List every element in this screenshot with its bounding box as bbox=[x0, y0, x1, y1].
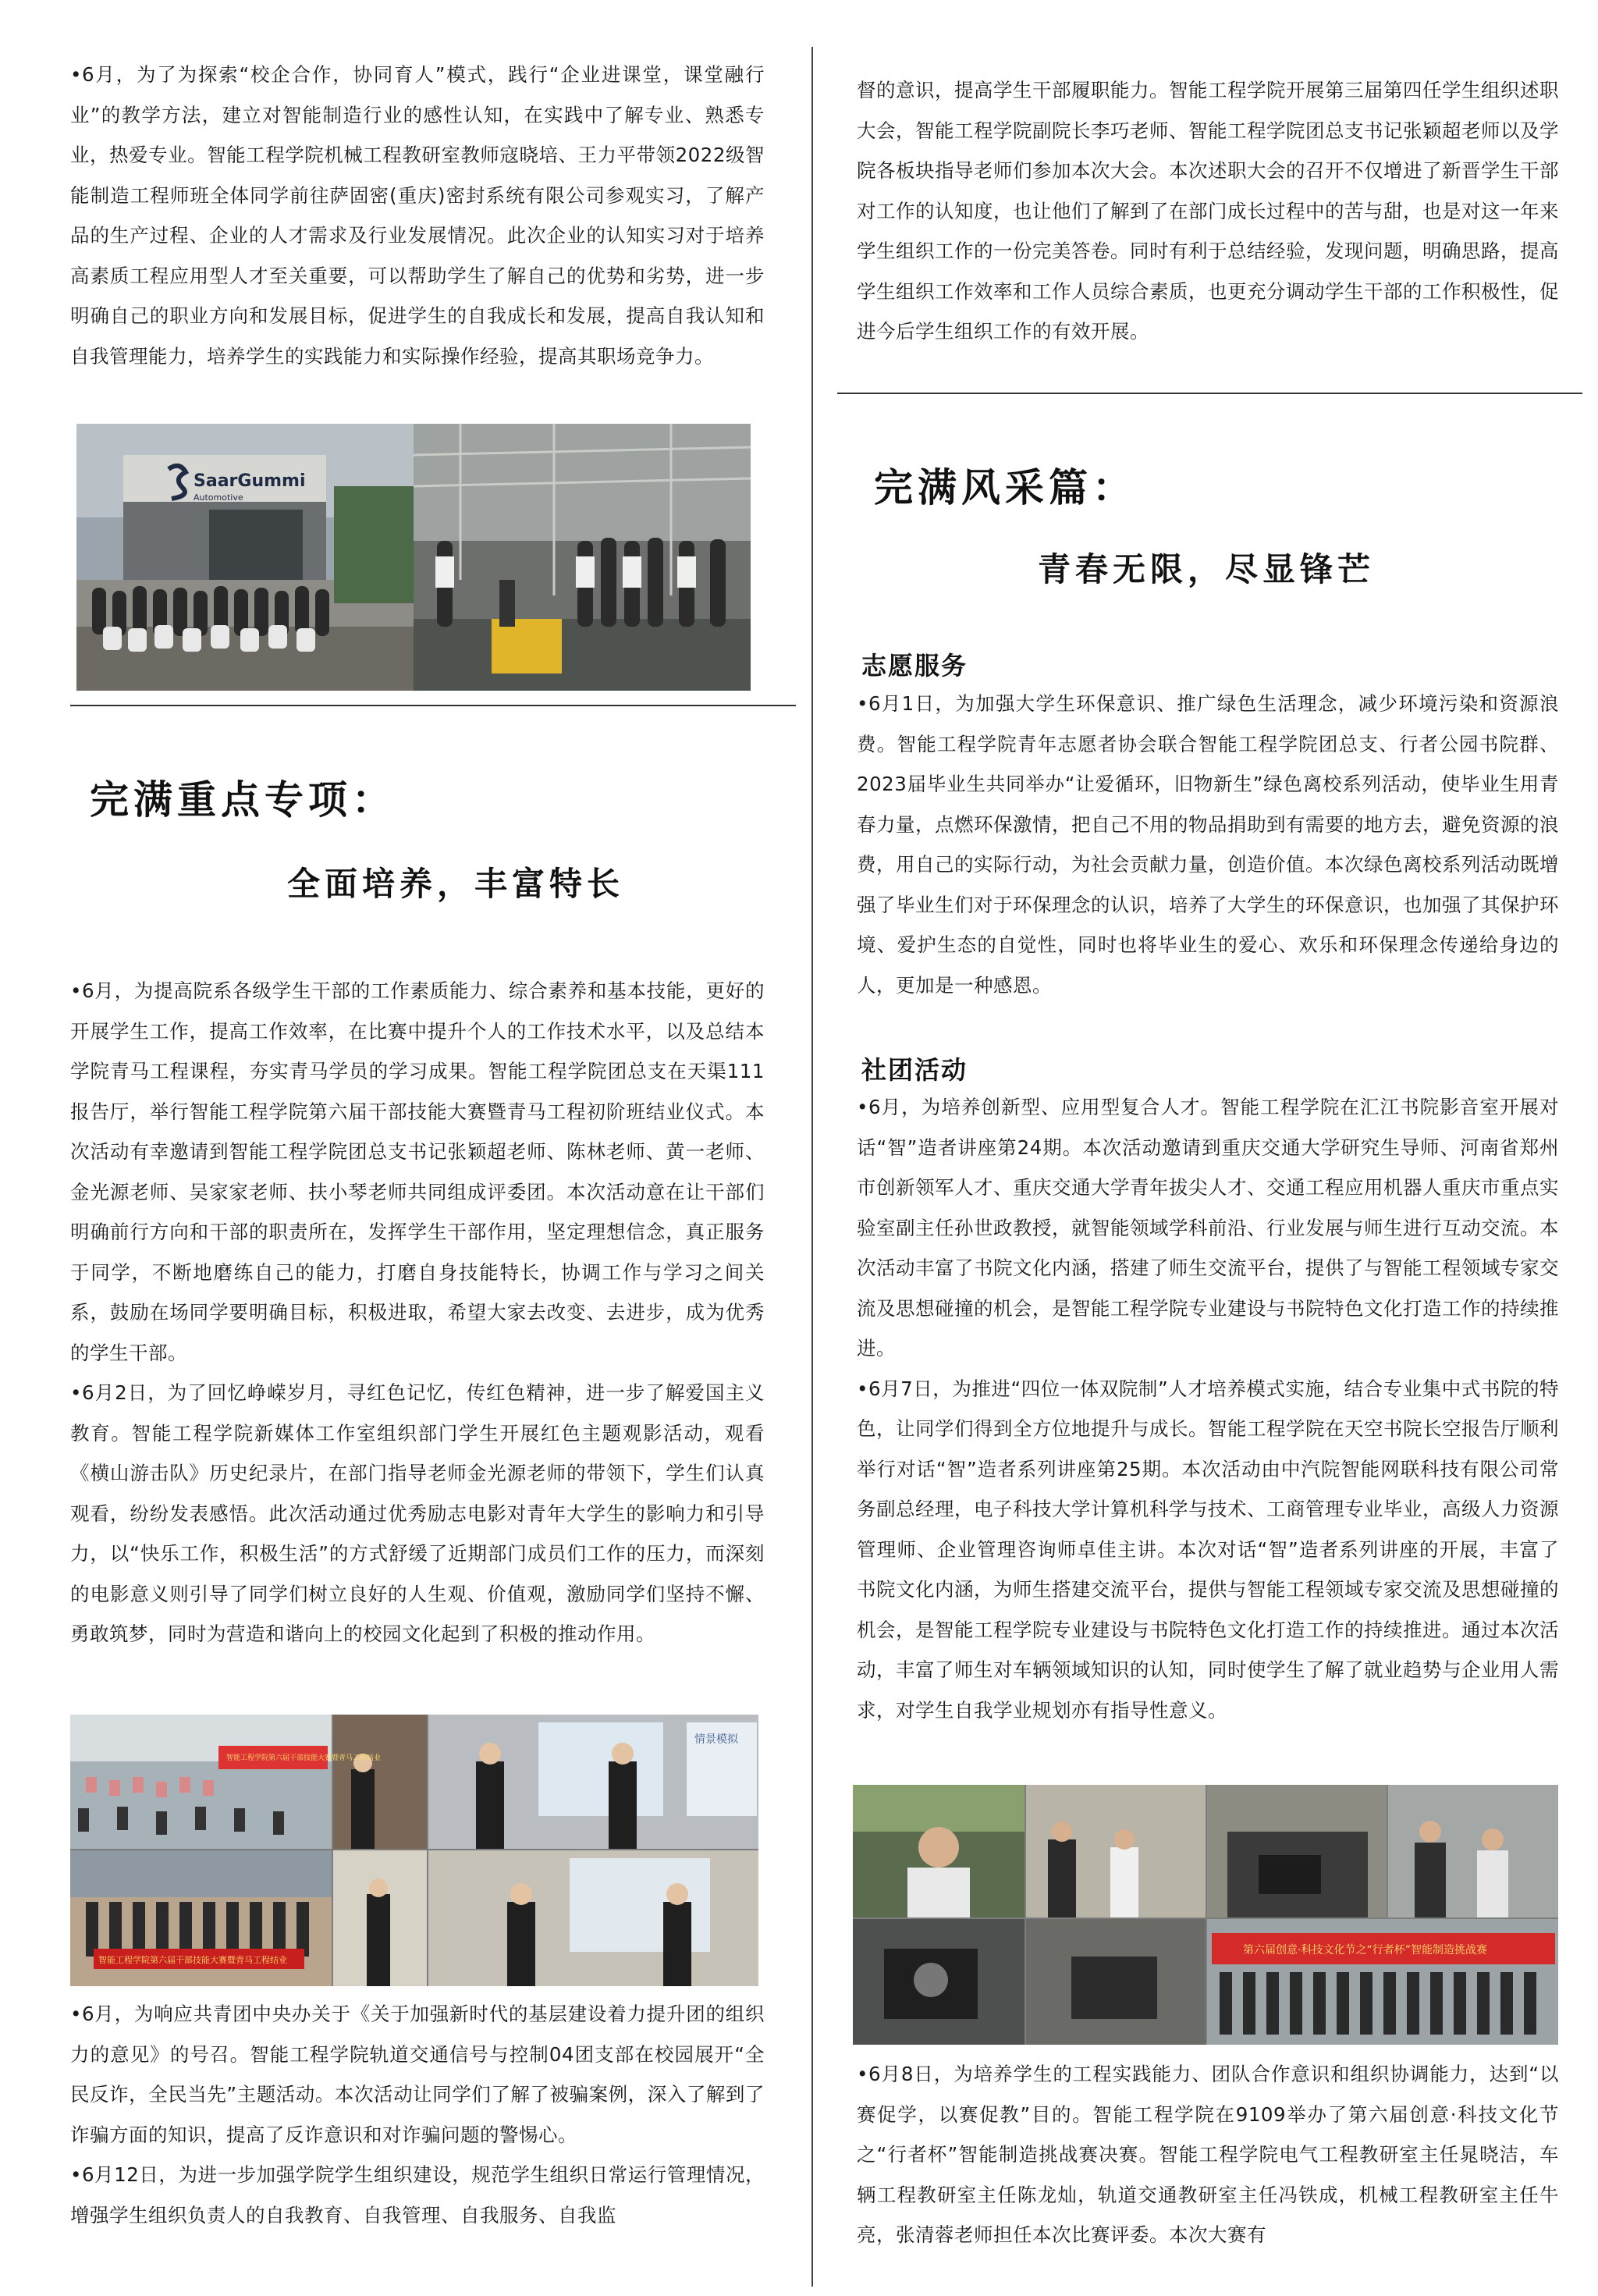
right-club-block bbox=[857, 1087, 1559, 1730]
right-volunteer-block bbox=[857, 684, 1559, 1005]
left-intro-block bbox=[70, 55, 765, 376]
right-bottom-block bbox=[857, 2054, 1559, 2255]
photo-collage-smart-manufacturing bbox=[853, 1785, 1558, 2045]
right-paragraph-lecture-25: •6月7日，为推进“四位一体双院制”人才培养模式实施，结合专业集中式书院的特色，让同学们得到全方位地提升与成长。智能工程学院在天空书院长空报告厅顺利举行对话“智”造者系列讲座第25期。本次活动由中汽院智能网联科技有限公司常务副总经理，电子科技大学计算机科学与技术、工商管理专业毕业，高级人力资源管理师、企业管理咨询师卓佳主讲。本次对话“智”造者系列讲座的开展，丰富了书院文化内涵，为师生搭建交流平台，提供与智能工程领域专家交流及思想碰撞的机会，是智能工程学院专业建设与书院特色文化打造工作的持续推进。通过本次活动，丰富了师生对车辆领域知识的认知，同时使学生了解了就业趋势与企业用人需求，对学生自我学业规划亦有指导性意义。 bbox=[857, 1377, 1559, 1722]
right-section-divider bbox=[837, 393, 1582, 394]
left-paragraph-red-film: •6月2日，为了回忆峥嵘岁月，寻红色记忆，传红色精神，进一步了解爱国主义教育。智能工程学院新媒体工作室组织部门学生开展红色主题观影活动，观看《横山游击队》历史纪录片，在部门指导老师金光源老师的带领下，学生们认真观看，纷纷发表感悟。此次活动通过优秀励志电影对青年大学生的影响力和引导力，以“快乐工作，积极生活”的方式舒缓了近期部门成员们工作的压力，而深刻的电影意义则引导了同学们树立良好的人生观、价值观，激励同学们坚持不懈、勇敢筑梦，同时为营造和谐向上的校园文化起到了积极的推动作用。 bbox=[70, 1381, 765, 1645]
left-section-divider bbox=[70, 705, 796, 706]
collage-banner-bottom: 智能工程学院第六届干部技能大赛暨青马工程结业 bbox=[98, 1955, 287, 1965]
left-section-title: 完满重点专项： bbox=[90, 777, 396, 823]
right-paragraph-org-report-cont: 督的意识，提高学生干部履职能力。智能工程学院开展第三届第四任学生组织述职大会，智能工程学院副院长李巧老师、智能工程学院团总支书记张颖超老师以及学院各板块指导老师们参加本次大会。本次述职大会的召开不仅增进了新晋学生干部对工作的认知度，也让他们了解到了在部门成长过程中的苦与甜，也是对这一年来学生组织工作的一份完美答卷。同时有利于总结经验，发现问题，明确思路，提高学生组织工作效率和工作人员综合素质，也更充分调动学生干部的工作积极性，促进今后学生组织工作的有效开展。 bbox=[857, 79, 1559, 343]
collage-banner-top: 智能工程学院第六届干部技能大赛暨青马工程结业 bbox=[226, 1754, 382, 1762]
right-section-subtitle: 青春无限，尽显锋芒 bbox=[1038, 550, 1376, 588]
left-bottom-block bbox=[70, 1994, 765, 2235]
right-section-title: 完满风采篇： bbox=[874, 465, 1136, 510]
left-paragraph-org-report: •6月12日，为进一步加强学院学生组织建设，规范学生组织日常运行管理情况，增强学生组织负责人的自我教育、自我管理、自我服务、自我监 bbox=[70, 2163, 765, 2227]
left-middle-block bbox=[70, 971, 765, 1654]
left-section-subtitle: 全面培养，丰富特长 bbox=[287, 865, 625, 903]
left-paragraph-cadre-contest: •6月，为提高院系各级学生干部的工作素质能力、综合素养和基本技能，更好的开展学生工作，提高工作效率，在比赛中提升个人的工作技术水平，以及总结本学院青马工程课程，夯实青马学员的学习成果。智能工程学院团总支在天渠111报告厅，举行智能工程学院第六届干部技能大赛暨青马工程初阶班结业仪式。本次活动有幸邀请到智能工程学院团总支书记张颖超老师、陈林老师、黄一老师、金光源老师、吴家家老师、扶小琴老师共同组成评委团。本次活动意在让干部们明确前行方向和干部的职责所在，发挥学生干部作用，坚定理想信念，真正服务于同学，不断地磨练自己的能力，打磨自身技能特长，协调工作与学习之间关系，鼓励在场同学要明确目标，积极进取，希望大家去改变、去进步，成为优秀的学生干部。 bbox=[70, 979, 765, 1364]
subhead-club: 社团活动 bbox=[861, 1055, 968, 1085]
photo1-sign-text: SaarGummi bbox=[194, 471, 306, 491]
photo-factory-group bbox=[76, 424, 414, 691]
left-paragraph-factory-visit: •6月，为了为探索“校企合作，协同育人”模式，践行“企业进课堂，课堂融行业”的教学方法，建立对智能制造行业的感性认知，在实践中了解专业、熟悉专业，热爱专业。智能工程学院机械工程教研室教师寇晓培、王力平带领2022级智能制造工程师班全体同学前往萨固密(重庆)密封系统有限公司参观实习，了解产品的生产过程、企业的人才需求及行业发展情况。此次企业的认知实习对于培养高素质工程应用型人才至关重要，可以帮助学生了解自己的优势和劣势，进一步明确自己的职业方向和发展目标，促进学生的自我成长和发展，提高自我认知和自我管理能力，培养学生的实践能力和实际操作经验，提高其职场竞争力。 bbox=[70, 63, 765, 368]
photo-workshop bbox=[414, 424, 751, 691]
column-divider bbox=[811, 47, 813, 2287]
photo-collage-cadre-contest bbox=[70, 1715, 758, 1986]
right-intro-block bbox=[857, 70, 1559, 352]
subhead-volunteer: 志愿服务 bbox=[861, 651, 968, 681]
collage-right-banner: 第六届创意·科技文化节之“行者杯”智能制造挑战赛 bbox=[1243, 1944, 1487, 1957]
left-paragraph-anti-fraud: •6月，为响应共青团中央办关于《关于加强新时代的基层建设着力提升团的组织力的意见》的号召。智能工程学院轨道交通信号与控制04团支部在校园展开“全民反诈，全民当先”主题活动。本次活动让同学们了解了被骗案例，深入了解到了诈骗方面的知识，提高了反诈意识和对诈骗问题的警惕心。 bbox=[70, 2003, 765, 2146]
collage-slide-text: 情景模拟 bbox=[694, 1733, 738, 1746]
right-paragraph-challenge: •6月8日，为培养学生的工程实践能力、团队合作意识和组织协调能力，达到“以赛促学，以赛促教”目的。智能工程学院在9109举办了第六届创意·科技文化节之“行者杯”智能制造挑战赛决赛。智能工程学院电气工程教研室主任晁晓洁，车辆工程教研室主任陈龙灿，轨道交通教研室主任冯铁成，机械工程教研室主任牛亮，张清蓉老师担任本次比赛评委。本次大赛有 bbox=[857, 2063, 1559, 2246]
photo1-sign-sub: Automotive bbox=[194, 492, 243, 503]
right-paragraph-green-graduation: •6月1日，为加强大学生环保意识、推广绿色生活理念，减少环境污染和资源浪费。智能工程学院青年志愿者协会联合智能工程学院团总支、行者公园书院群、2023届毕业生共同举办“让爱循环，旧物新生”绿色离校系列活动，使毕业生用青春力量，点燃环保激情，把自己不用的物品捐助到有需要的地方去，避免资源的浪费，用自己的实际行动，为社会贡献力量，创造价值。本次绿色离校系列活动既增强了毕业生们对于环保理念的认识，培养了大学生的环保意识，也加强了其保护环境、爱护生态的自觉性，同时也将毕业生的爱心、欢乐和环保理念传递给身边的人，更加是一种感恩。 bbox=[857, 692, 1559, 997]
right-paragraph-lecture-24: •6月，为培养创新型、应用型复合人才。智能工程学院在汇江书院影音室开展对话“智”造者讲座第24期。本次活动邀请到重庆交通大学研究生导师、河南省郑州市创新领军人才、重庆交通大学青年拔尖人才、交通工程应用机器人重庆市重点实验室副主任孙世政教授，就智能领域学科前沿、行业发展与师生进行互动交流。本次活动丰富了书院文化内涵，搭建了师生交流平台，提供了与智能工程领域专家交流及思想碰撞的机会，是智能工程学院专业建设与书院特色文化打造工作的持续推进。 bbox=[857, 1096, 1559, 1359]
